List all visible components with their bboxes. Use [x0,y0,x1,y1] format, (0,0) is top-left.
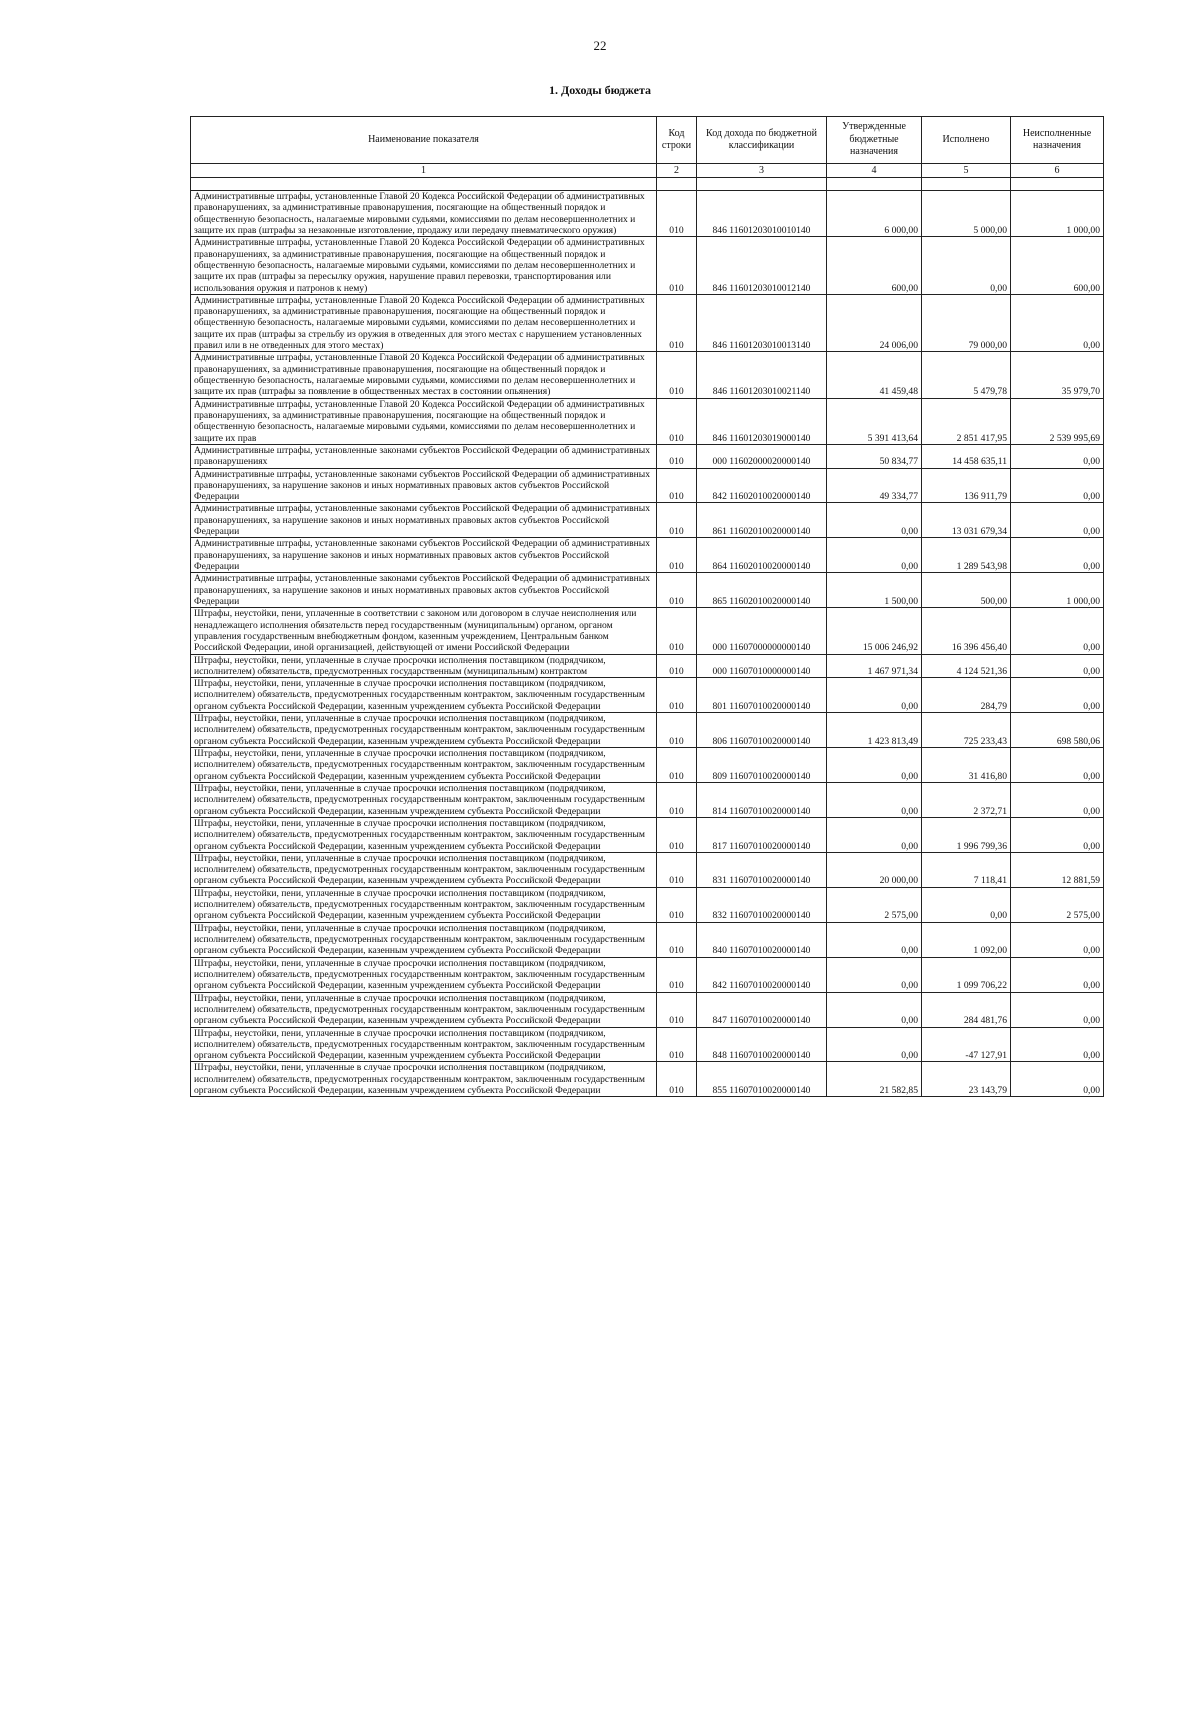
row-kbk-code: 846 11601203010010140 [697,191,827,237]
row-approved: 1 423 813,49 [827,713,922,748]
row-unexecuted: 35 979,70 [1011,352,1104,398]
row-name: Административные штрафы, установленные законами субъектов Российской Федерации об административных правонарушениях, за нарушение законов и иных нормативных правовых актов субъектов Российской Федерации [191,538,657,573]
table-header-row [191,117,1104,164]
row-kbk-code: 846 11601203010012140 [697,237,827,295]
row-kbk-code: 831 11607010020000140 [697,852,827,887]
row-line-code: 010 [657,713,697,748]
row-kbk-code: 000 11602000020000140 [697,444,827,468]
row-approved: 6 000,00 [827,191,922,237]
row-unexecuted: 0,00 [1011,654,1104,678]
row-kbk-code: 855 11607010020000140 [697,1062,827,1097]
column-number: 4 [827,164,922,178]
column-number: 1 [191,164,657,178]
row-line-code: 010 [657,444,697,468]
row-approved: 15 006 246,92 [827,608,922,654]
row-line-code: 010 [657,748,697,783]
column-number: 6 [1011,164,1104,178]
row-unexecuted: 0,00 [1011,294,1104,352]
column-header-name: Наименование показателя [191,117,657,164]
row-approved: 50 834,77 [827,444,922,468]
row-name: Штрафы, неустойки, пени, уплаченные в случае просрочки исполнения поставщиком (подрядчиком, исполнителем) обязательств, предусмотренных государственным контрактом, заключенным государственным органом субъекта Российской Федерации, казенным учреждением субъекта Российской Федерации [191,852,657,887]
row-approved: 0,00 [827,992,922,1027]
row-name: Штрафы, неустойки, пени, уплаченные в случае просрочки исполнения поставщиком (подрядчиком, исполнителем) обязательств, предусмотренных государственным контрактом, заключенным государственным органом субъекта Российской Федерации, казенным учреждением субъекта Российской Федерации [191,713,657,748]
row-line-code: 010 [657,191,697,237]
row-executed: 725 233,43 [922,713,1011,748]
row-executed: 13 031 679,34 [922,503,1011,538]
row-executed: 1 996 799,36 [922,817,1011,852]
row-name: Штрафы, неустойки, пени, уплаченные в случае просрочки исполнения поставщиком (подрядчиком, исполнителем) обязательств, предусмотренных государственным контрактом, заключенным государственным органом субъекта Российской Федерации, казенным учреждением субъекта Российской Федерации [191,957,657,992]
row-unexecuted: 0,00 [1011,538,1104,573]
column-header-code: Код строки [657,117,697,164]
row-executed: 284 481,76 [922,992,1011,1027]
row-name: Административные штрафы, установленные Главой 20 Кодекса Российской Федерации об административных правонарушениях, за административные правонарушения, посягающие на общественный порядок и общественную безопасность, налагаемые мировыми судьями, комиссиями по делам несовершеннолетних и защите их прав [191,398,657,444]
row-approved: 20 000,00 [827,852,922,887]
row-name: Штрафы, неустойки, пени, уплаченные в случае просрочки исполнения поставщиком (подрядчиком, исполнителем) обязательств, предусмотренных государственным контрактом, заключенным государственным органом субъекта Российской Федерации, казенным учреждением субъекта Российской Федерации [191,887,657,922]
row-executed: 500,00 [922,573,1011,608]
row-unexecuted: 1 000,00 [1011,573,1104,608]
row-name: Штрафы, неустойки, пени, уплаченные в случае просрочки исполнения поставщиком (подрядчиком, исполнителем) обязательств, предусмотренных государственным (муниципальным) контрактом [191,654,657,678]
row-approved: 21 582,85 [827,1062,922,1097]
row-kbk-code: 846 11601203019000140 [697,398,827,444]
row-name: Штрафы, неустойки, пени, уплаченные в соответствии с законом или договором в случае неисполнения или ненадлежащего исполнения обязательств перед государственным (муниципальным) органом, органом управления государственным внебюджетным фондом, казенным учреждением, Центральным банком Российской Федерации, иной организацией, действующей от имени Российской Федерации [191,608,657,654]
row-unexecuted: 2 575,00 [1011,887,1104,922]
row-line-code: 010 [657,1062,697,1097]
column-number: 3 [697,164,827,178]
table-body [191,191,1104,1097]
row-executed: 2 851 417,95 [922,398,1011,444]
row-kbk-code: 864 11602010020000140 [697,538,827,573]
table-row [191,352,1104,398]
row-approved: 0,00 [827,678,922,713]
row-line-code: 010 [657,294,697,352]
row-name: Штрафы, неустойки, пени, уплаченные в случае просрочки исполнения поставщиком (подрядчиком, исполнителем) обязательств, предусмотренных государственным контрактом, заключенным государственным органом субъекта Российской Федерации, казенным учреждением субъекта Российской Федерации [191,1062,657,1097]
row-kbk-code: 842 11602010020000140 [697,468,827,503]
row-kbk-code: 846 11601203010021140 [697,352,827,398]
row-unexecuted: 0,00 [1011,922,1104,957]
row-unexecuted: 0,00 [1011,992,1104,1027]
row-kbk-code: 848 11607010020000140 [697,1027,827,1062]
row-executed: 0,00 [922,237,1011,295]
row-line-code: 010 [657,654,697,678]
row-kbk-code: 814 11607010020000140 [697,782,827,817]
row-line-code: 010 [657,852,697,887]
row-name: Административные штрафы, установленные законами субъектов Российской Федерации об административных правонарушениях [191,444,657,468]
revenue-table [190,116,1104,1097]
table-row [191,922,1104,957]
row-name: Штрафы, неустойки, пени, уплаченные в случае просрочки исполнения поставщиком (подрядчиком, исполнителем) обязательств, предусмотренных государственным контрактом, заключенным государственным органом субъекта Российской Федерации, казенным учреждением субъекта Российской Федерации [191,922,657,957]
row-name: Административные штрафы, установленные законами субъектов Российской Федерации об административных правонарушениях, за нарушение законов и иных нормативных правовых актов субъектов Российской Федерации [191,468,657,503]
table-row [191,713,1104,748]
row-kbk-code: 842 11607010020000140 [697,957,827,992]
row-kbk-code: 832 11607010020000140 [697,887,827,922]
row-line-code: 010 [657,782,697,817]
row-name: Административные штрафы, установленные Главой 20 Кодекса Российской Федерации об административных правонарушениях, за административные правонарушения, посягающие на общественный порядок и общественную безопасность, налагаемые мировыми судьями, комиссиями по делам несовершеннолетних и защите их прав (штрафы за незаконные изготовление, продажу или передачу пневматического оружия) [191,191,657,237]
row-line-code: 010 [657,352,697,398]
row-unexecuted: 600,00 [1011,237,1104,295]
row-name: Административные штрафы, установленные Главой 20 Кодекса Российской Федерации об административных правонарушениях, за административные правонарушения, посягающие на общественный порядок и общественную безопасность, налагаемые мировыми судьями, комиссиями по делам несовершеннолетних и защите их прав (штрафы за стрельбу из оружия в отведенных для этого местах с нарушением установленных правил или в не отведенных для этого местах) [191,294,657,352]
page-title: 1. Доходы бюджета [548,83,652,97]
row-unexecuted: 0,00 [1011,678,1104,713]
row-unexecuted: 1 000,00 [1011,191,1104,237]
row-unexecuted: 0,00 [1011,608,1104,654]
row-executed: 23 143,79 [922,1062,1011,1097]
row-unexecuted: 0,00 [1011,782,1104,817]
row-name: Штрафы, неустойки, пени, уплаченные в случае просрочки исполнения поставщиком (подрядчиком, исполнителем) обязательств, предусмотренных государственным контрактом, заключенным государственным органом субъекта Российской Федерации, казенным учреждением субъекта Российской Федерации [191,1027,657,1062]
row-approved: 49 334,77 [827,468,922,503]
row-name: Штрафы, неустойки, пени, уплаченные в случае просрочки исполнения поставщиком (подрядчиком, исполнителем) обязательств, предусмотренных государственным контрактом, заключенным государственным органом субъекта Российской Федерации, казенным учреждением субъекта Российской Федерации [191,782,657,817]
table-row [191,817,1104,852]
column-header-unexecuted: Неисполненные назначения [1011,117,1104,164]
row-kbk-code: 801 11607010020000140 [697,678,827,713]
row-executed: 31 416,80 [922,748,1011,783]
row-approved: 0,00 [827,1027,922,1062]
row-approved: 0,00 [827,817,922,852]
table-row [191,538,1104,573]
row-line-code: 010 [657,503,697,538]
table-row [191,654,1104,678]
row-approved: 24 006,00 [827,294,922,352]
row-unexecuted: 0,00 [1011,1027,1104,1062]
row-line-code: 010 [657,957,697,992]
row-executed: 7 118,41 [922,852,1011,887]
row-name: Административные штрафы, установленные законами субъектов Российской Федерации об административных правонарушениях, за нарушение законов и иных нормативных правовых актов субъектов Российской Федерации [191,573,657,608]
row-line-code: 010 [657,992,697,1027]
column-header-executed: Исполнено [922,117,1011,164]
table-row [191,191,1104,237]
table-row [191,957,1104,992]
row-kbk-code: 865 11602010020000140 [697,573,827,608]
row-approved: 0,00 [827,538,922,573]
row-executed: 1 289 543,98 [922,538,1011,573]
row-approved: 600,00 [827,237,922,295]
table-row [191,608,1104,654]
row-executed: 2 372,71 [922,782,1011,817]
row-unexecuted: 0,00 [1011,444,1104,468]
row-approved: 1 467 971,34 [827,654,922,678]
row-unexecuted: 0,00 [1011,1062,1104,1097]
column-header-kbk: Код дохода по бюджетной классификации [697,117,827,164]
row-line-code: 010 [657,468,697,503]
table-row [191,1027,1104,1062]
row-kbk-code: 817 11607010020000140 [697,817,827,852]
table-row [191,782,1104,817]
table-row [191,748,1104,783]
table-row [191,503,1104,538]
row-unexecuted: 0,00 [1011,503,1104,538]
row-line-code: 010 [657,608,697,654]
table-row [191,852,1104,887]
table-row [191,573,1104,608]
column-number-row [191,164,1104,178]
row-approved: 0,00 [827,503,922,538]
row-unexecuted: 0,00 [1011,817,1104,852]
page-number: 22 [593,38,607,53]
row-executed: 5 479,78 [922,352,1011,398]
table-row [191,468,1104,503]
table-row [191,398,1104,444]
table-row [191,992,1104,1027]
table-row [191,1062,1104,1097]
row-name: Административные штрафы, установленные законами субъектов Российской Федерации об административных правонарушениях, за нарушение законов и иных нормативных правовых актов субъектов Российской Федерации [191,503,657,538]
table-row [191,237,1104,295]
row-executed: 79 000,00 [922,294,1011,352]
row-approved: 0,00 [827,782,922,817]
row-executed: 16 396 456,40 [922,608,1011,654]
row-line-code: 010 [657,398,697,444]
row-approved: 0,00 [827,748,922,783]
row-kbk-code: 000 11607010000000140 [697,654,827,678]
row-name: Административные штрафы, установленные Главой 20 Кодекса Российской Федерации об административных правонарушениях, за административные правонарушения, посягающие на общественный порядок и общественную безопасность, налагаемые мировыми судьями, комиссиями по делам несовершеннолетних и защите их прав (штрафы за появление в общественных местах в состоянии опьянения) [191,352,657,398]
column-number: 2 [657,164,697,178]
column-header-approved: Утвержденные бюджетные назначения [827,117,922,164]
row-unexecuted: 698 580,06 [1011,713,1104,748]
row-line-code: 010 [657,573,697,608]
row-executed: -47 127,91 [922,1027,1011,1062]
row-executed: 14 458 635,11 [922,444,1011,468]
row-line-code: 010 [657,538,697,573]
row-name: Штрафы, неустойки, пени, уплаченные в случае просрочки исполнения поставщиком (подрядчиком, исполнителем) обязательств, предусмотренных государственным контрактом, заключенным государственным органом субъекта Российской Федерации, казенным учреждением субъекта Российской Федерации [191,817,657,852]
row-kbk-code: 861 11602010020000140 [697,503,827,538]
row-approved: 1 500,00 [827,573,922,608]
spacer-row [191,178,1104,191]
row-line-code: 010 [657,817,697,852]
row-approved: 2 575,00 [827,887,922,922]
row-executed: 5 000,00 [922,191,1011,237]
row-executed: 4 124 521,36 [922,654,1011,678]
row-kbk-code: 846 11601203010013140 [697,294,827,352]
row-line-code: 010 [657,237,697,295]
row-unexecuted: 2 539 995,69 [1011,398,1104,444]
row-unexecuted: 12 881,59 [1011,852,1104,887]
table-row [191,444,1104,468]
row-kbk-code: 840 11607010020000140 [697,922,827,957]
row-executed: 0,00 [922,887,1011,922]
row-unexecuted: 0,00 [1011,957,1104,992]
row-kbk-code: 000 11607000000000140 [697,608,827,654]
row-unexecuted: 0,00 [1011,748,1104,783]
table-row [191,678,1104,713]
row-approved: 0,00 [827,922,922,957]
table-row [191,294,1104,352]
row-approved: 41 459,48 [827,352,922,398]
row-approved: 0,00 [827,957,922,992]
row-name: Штрафы, неустойки, пени, уплаченные в случае просрочки исполнения поставщиком (подрядчиком, исполнителем) обязательств, предусмотренных государственным контрактом, заключенным государственным органом субъекта Российской Федерации, казенным учреждением субъекта Российской Федерации [191,992,657,1027]
row-executed: 1 092,00 [922,922,1011,957]
row-executed: 284,79 [922,678,1011,713]
row-name: Штрафы, неустойки, пени, уплаченные в случае просрочки исполнения поставщиком (подрядчиком, исполнителем) обязательств, предусмотренных государственным контрактом, заключенным государственным органом субъекта Российской Федерации, казенным учреждением субъекта Российской Федерации [191,678,657,713]
row-kbk-code: 806 11607010020000140 [697,713,827,748]
column-number: 5 [922,164,1011,178]
row-name: Штрафы, неустойки, пени, уплаченные в случае просрочки исполнения поставщиком (подрядчиком, исполнителем) обязательств, предусмотренных государственным контрактом, заключенным государственным органом субъекта Российской Федерации, казенным учреждением субъекта Российской Федерации [191,748,657,783]
row-line-code: 010 [657,678,697,713]
row-name: Административные штрафы, установленные Главой 20 Кодекса Российской Федерации об административных правонарушениях, за административные правонарушения, посягающие на общественный порядок и общественную безопасность, налагаемые мировыми судьями, комиссиями по делам несовершеннолетних и защите их прав (штрафы за пересылку оружия, нарушение правил перевозки, транспортирования или использования оружия и патронов к нему) [191,237,657,295]
row-executed: 1 099 706,22 [922,957,1011,992]
row-line-code: 010 [657,887,697,922]
row-executed: 136 911,79 [922,468,1011,503]
row-kbk-code: 847 11607010020000140 [697,992,827,1027]
row-kbk-code: 809 11607010020000140 [697,748,827,783]
row-approved: 5 391 413,64 [827,398,922,444]
row-line-code: 010 [657,1027,697,1062]
row-line-code: 010 [657,922,697,957]
table-row [191,887,1104,922]
row-unexecuted: 0,00 [1011,468,1104,503]
